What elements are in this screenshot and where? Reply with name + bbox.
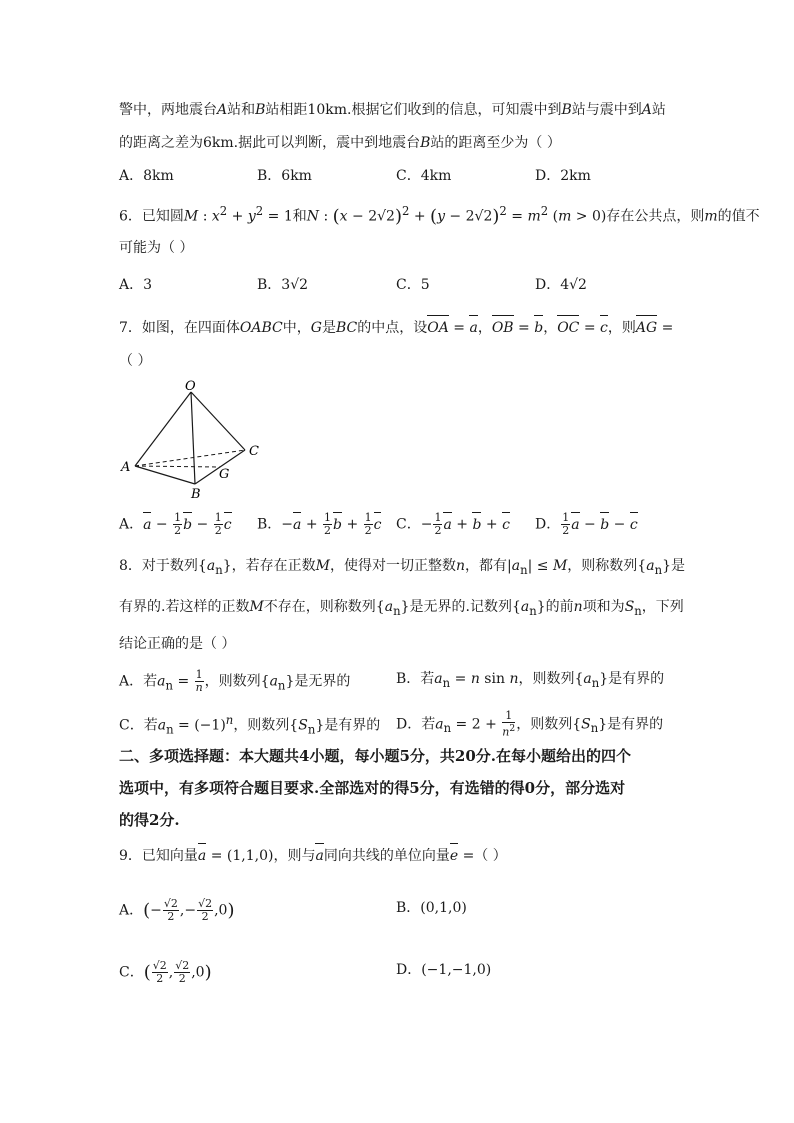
q6-option-d: D．4√2 <box>535 277 587 293</box>
q8-stem-line-1: 8．对于数列$\{a_n\}$，若存在正数M，使得对一切正整数n，都有$|a_n| \le M$，则称数列$\{a_n\}$是 <box>119 558 686 577</box>
edge-ac-hidden <box>135 450 245 466</box>
label-g: G <box>219 467 230 482</box>
q8-stem-line-2: 有界的.若这样的正数M不存在，则称数列$\{a_n\}$是无界的.记数列$\{a_n\}$的前n项和为$S_n$，下列 <box>119 599 684 618</box>
q8-option-c: C．若$a_n = (-1)^n$，则数列$\{S_n\}$是有界的 <box>119 713 381 737</box>
label-b: B <box>191 487 201 502</box>
q7-stem-line-2: （ ） <box>119 353 152 369</box>
q9-option-b: B．(0,1,0) <box>396 900 467 916</box>
q9-option-d: D．(−1,−1,0) <box>396 962 492 978</box>
q9-option-a: A．(− $\frac{√2}{2}$ ,− $\frac{√2}{2}$ ,0) <box>119 897 235 923</box>
q7-option-d: D． $\frac{1}{2}$ a − b − c <box>535 511 638 537</box>
q8-stem-line-3: 结论正确的是（ ） <box>119 636 236 652</box>
edge-oa <box>135 392 191 466</box>
q8-option-a: A．若$a_n$ = $\frac{1}{n}$ ，则数列$\{a_n\}$是无界的 <box>119 668 351 694</box>
q7-stem-line-1: 7．如图，在四面体OABC中，G是BC的中点，设OA = a，OB = b，OC = c，则AG = <box>119 320 674 336</box>
q5-option-c: C．4km <box>396 168 452 184</box>
edge-oc <box>191 392 245 450</box>
q5-stem-line-2: 的距离之差为6km.据此可以判断，震中到地震台B站的距离至少为（ ） <box>119 135 561 151</box>
q9-option-c: C．( $\frac{√2}{2}$ , $\frac{√2}{2}$ ,0) <box>119 959 212 985</box>
q8-option-b: B．若$a_n = n$ sin n，则数列$\{a_n\}$是有界的 <box>396 671 665 690</box>
label-a: A <box>121 460 131 475</box>
section2-line-1: 二、多项选择题：本大题共4小题，每小题5分，共20分.在每小题给出的四个 <box>119 747 631 765</box>
q5-option-b: B．6km <box>257 168 312 184</box>
segment-ag-hidden <box>135 466 220 467</box>
q6-option-c: C．5 <box>396 277 430 293</box>
q8-option-d: D．若$a_n = 2$ + $\frac{1}{n^2}$ ，则数列$\{S_n\}$是有界的 <box>396 709 664 739</box>
label-c: C <box>249 444 259 459</box>
section2-line-3: 的得2分. <box>119 811 180 829</box>
q5-stem-line-1: 警中，两地震台A站和B站相距10km.根据它们收到的信息，可知震中到B站与震中到A站 <box>119 102 666 118</box>
q5-option-d: D．2km <box>535 168 591 184</box>
q6-option-a: A．3 <box>119 277 153 293</box>
q7-option-a: A．a − $\frac{1}{2}$ b − $\frac{1}{2}$ c <box>119 511 232 537</box>
q9-stem: 9．已知向量a = (1,1,0)，则与a同向共线的单位向量e =（ ） <box>119 848 507 864</box>
tetrahedron-figure <box>115 380 275 502</box>
edge-ab <box>135 466 195 484</box>
edge-ob <box>191 392 195 484</box>
q5-option-a: A．8km <box>119 168 174 184</box>
q7-option-c: C．− $\frac{1}{2}$ a + b + c <box>396 511 510 537</box>
q6-option-b: B．3√2 <box>257 277 309 293</box>
q7-option-b: B．−a + $\frac{1}{2}$ b + $\frac{1}{2}$ c <box>257 511 382 537</box>
q6-stem-line-2: 可能为（ ） <box>119 240 194 256</box>
q6-stem-line-1: 6．已知圆M : $x^2 + y^2 = 1$和N : $(x - 2√2)^2 + (y - 2√2)^2 = m^2$ (m > 0)存在公共点，则m的值不 <box>119 204 760 227</box>
label-o: O <box>185 380 196 394</box>
section2-line-2: 选项中，有多项符合题目要求.全部选对的得5分，有选错的得0分，部分选对 <box>119 779 626 797</box>
